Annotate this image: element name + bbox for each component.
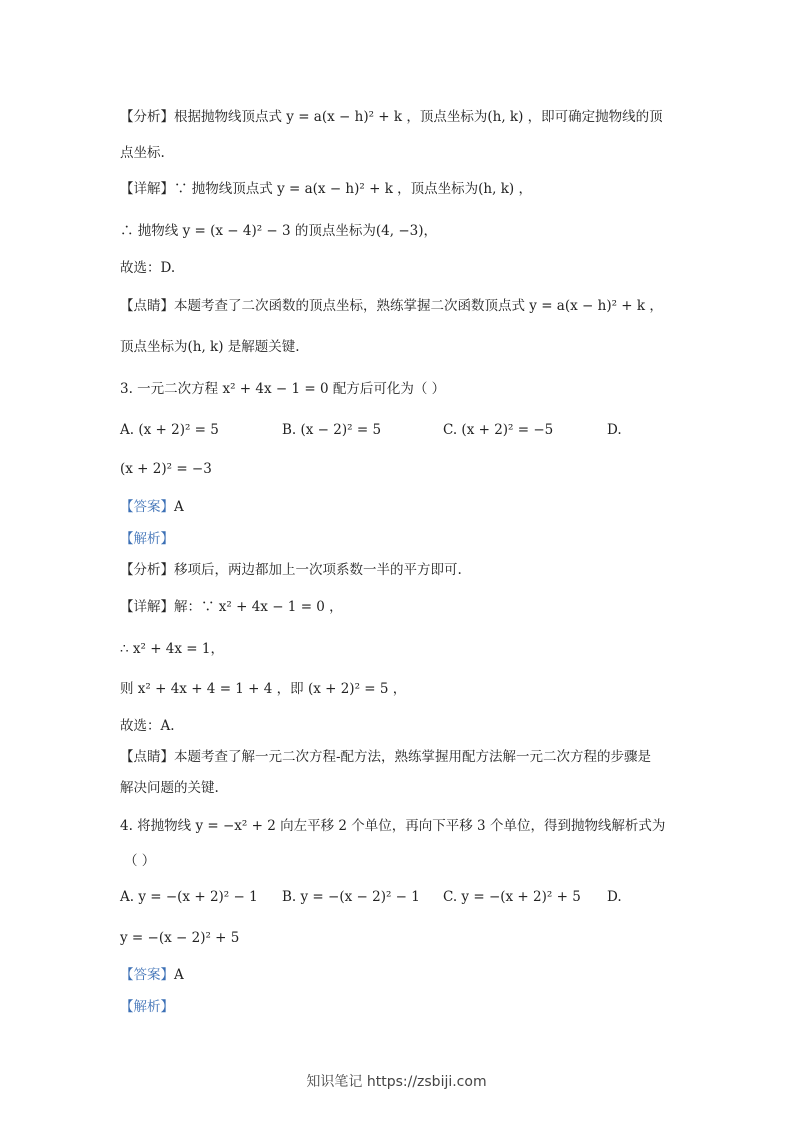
q3-option-d-value: (x + 2)² = −3: [120, 461, 212, 477]
q3-option-b: B. (x − 2)² = 5: [282, 422, 382, 438]
footer-site-link[interactable]: 知识笔记 https://zsbiji.com: [306, 1074, 487, 1090]
q4-option-d: D.: [607, 889, 622, 905]
q2-comment-line-2: 顶点坐标为(h, k) 是解题关键.: [120, 339, 300, 355]
q3-answer-label: 【答案】: [120, 499, 174, 515]
q3-detail-line-2: ∴ x² + 4x = 1，: [120, 641, 224, 657]
q3-answer-row: [120, 496, 184, 518]
q2-analysis-line-2: 点坐标.: [120, 145, 165, 161]
q3-detail-line-3: 则 x² + 4x + 4 = 1 + 4 ，即 (x + 2)² = 5 ，: [120, 681, 407, 697]
q4-option-a: A. y = −(x + 2)² − 1: [120, 889, 258, 905]
q3-detail-line-1: 【详解】解：∵ x² + 4x − 1 = 0 ，: [120, 599, 343, 615]
q2-comment-line-1: 【点睛】本题考查了二次函数的顶点坐标，熟练掌握二次函数顶点式 y = a(x − h)² + k ，: [120, 298, 663, 314]
q3-analysis: 【分析】移项后，两边都加上一次项系数一半的平方即可.: [120, 562, 462, 578]
q3-choice: 故选：A.: [120, 718, 175, 734]
q4-stem: 4. 将抛物线 y = −x² + 2 向左平移 2 个单位，再向下平移 3 个单位，得到抛物线解析式为: [120, 818, 666, 834]
q2-detail-line-2: ∴ 抛物线 y = (x − 4)² − 3 的顶点坐标为(4, −3)，: [120, 223, 438, 239]
q3-comment-line-1: 【点睛】本题考查了解一元二次方程-配方法，熟练掌握用配方法解一元二次方程的步骤是: [120, 749, 652, 765]
q4-option-d-value: y = −(x − 2)² + 5: [120, 930, 240, 946]
q4-option-b: B. y = −(x − 2)² − 1: [282, 889, 420, 905]
q3-option-d: D.: [607, 422, 622, 438]
q3-option-a: A. (x + 2)² = 5: [120, 422, 219, 438]
q3-comment-line-2: 解决问题的关键.: [120, 780, 219, 796]
q3-jiexi-heading: 【解析】: [120, 531, 174, 547]
q4-answer-row: [120, 964, 184, 986]
q4-option-c: C. y = −(x + 2)² + 5: [443, 889, 581, 905]
q3-stem: 3. 一元二次方程 x² + 4x − 1 = 0 配方后可化为（ ）: [120, 381, 446, 397]
q4-paren: （ ）: [124, 853, 156, 869]
q3-option-c: C. (x + 2)² = −5: [443, 422, 554, 438]
q3-answer: A: [174, 499, 184, 515]
q4-jiexi-heading: 【解析】: [120, 999, 174, 1015]
q4-answer: A: [174, 967, 184, 983]
q2-detail-line-1: 【详解】∵ 抛物线顶点式 y = a(x − h)² + k ，顶点坐标为(h, k) ，: [120, 181, 532, 197]
q2-analysis-line-1: 【分析】根据抛物线顶点式 y = a(x − h)² + k ，顶点坐标为(h, k) ，即可确定抛物线的顶: [120, 109, 663, 125]
q4-answer-label: 【答案】: [120, 967, 174, 983]
q2-choice: 故选：D.: [120, 260, 176, 276]
